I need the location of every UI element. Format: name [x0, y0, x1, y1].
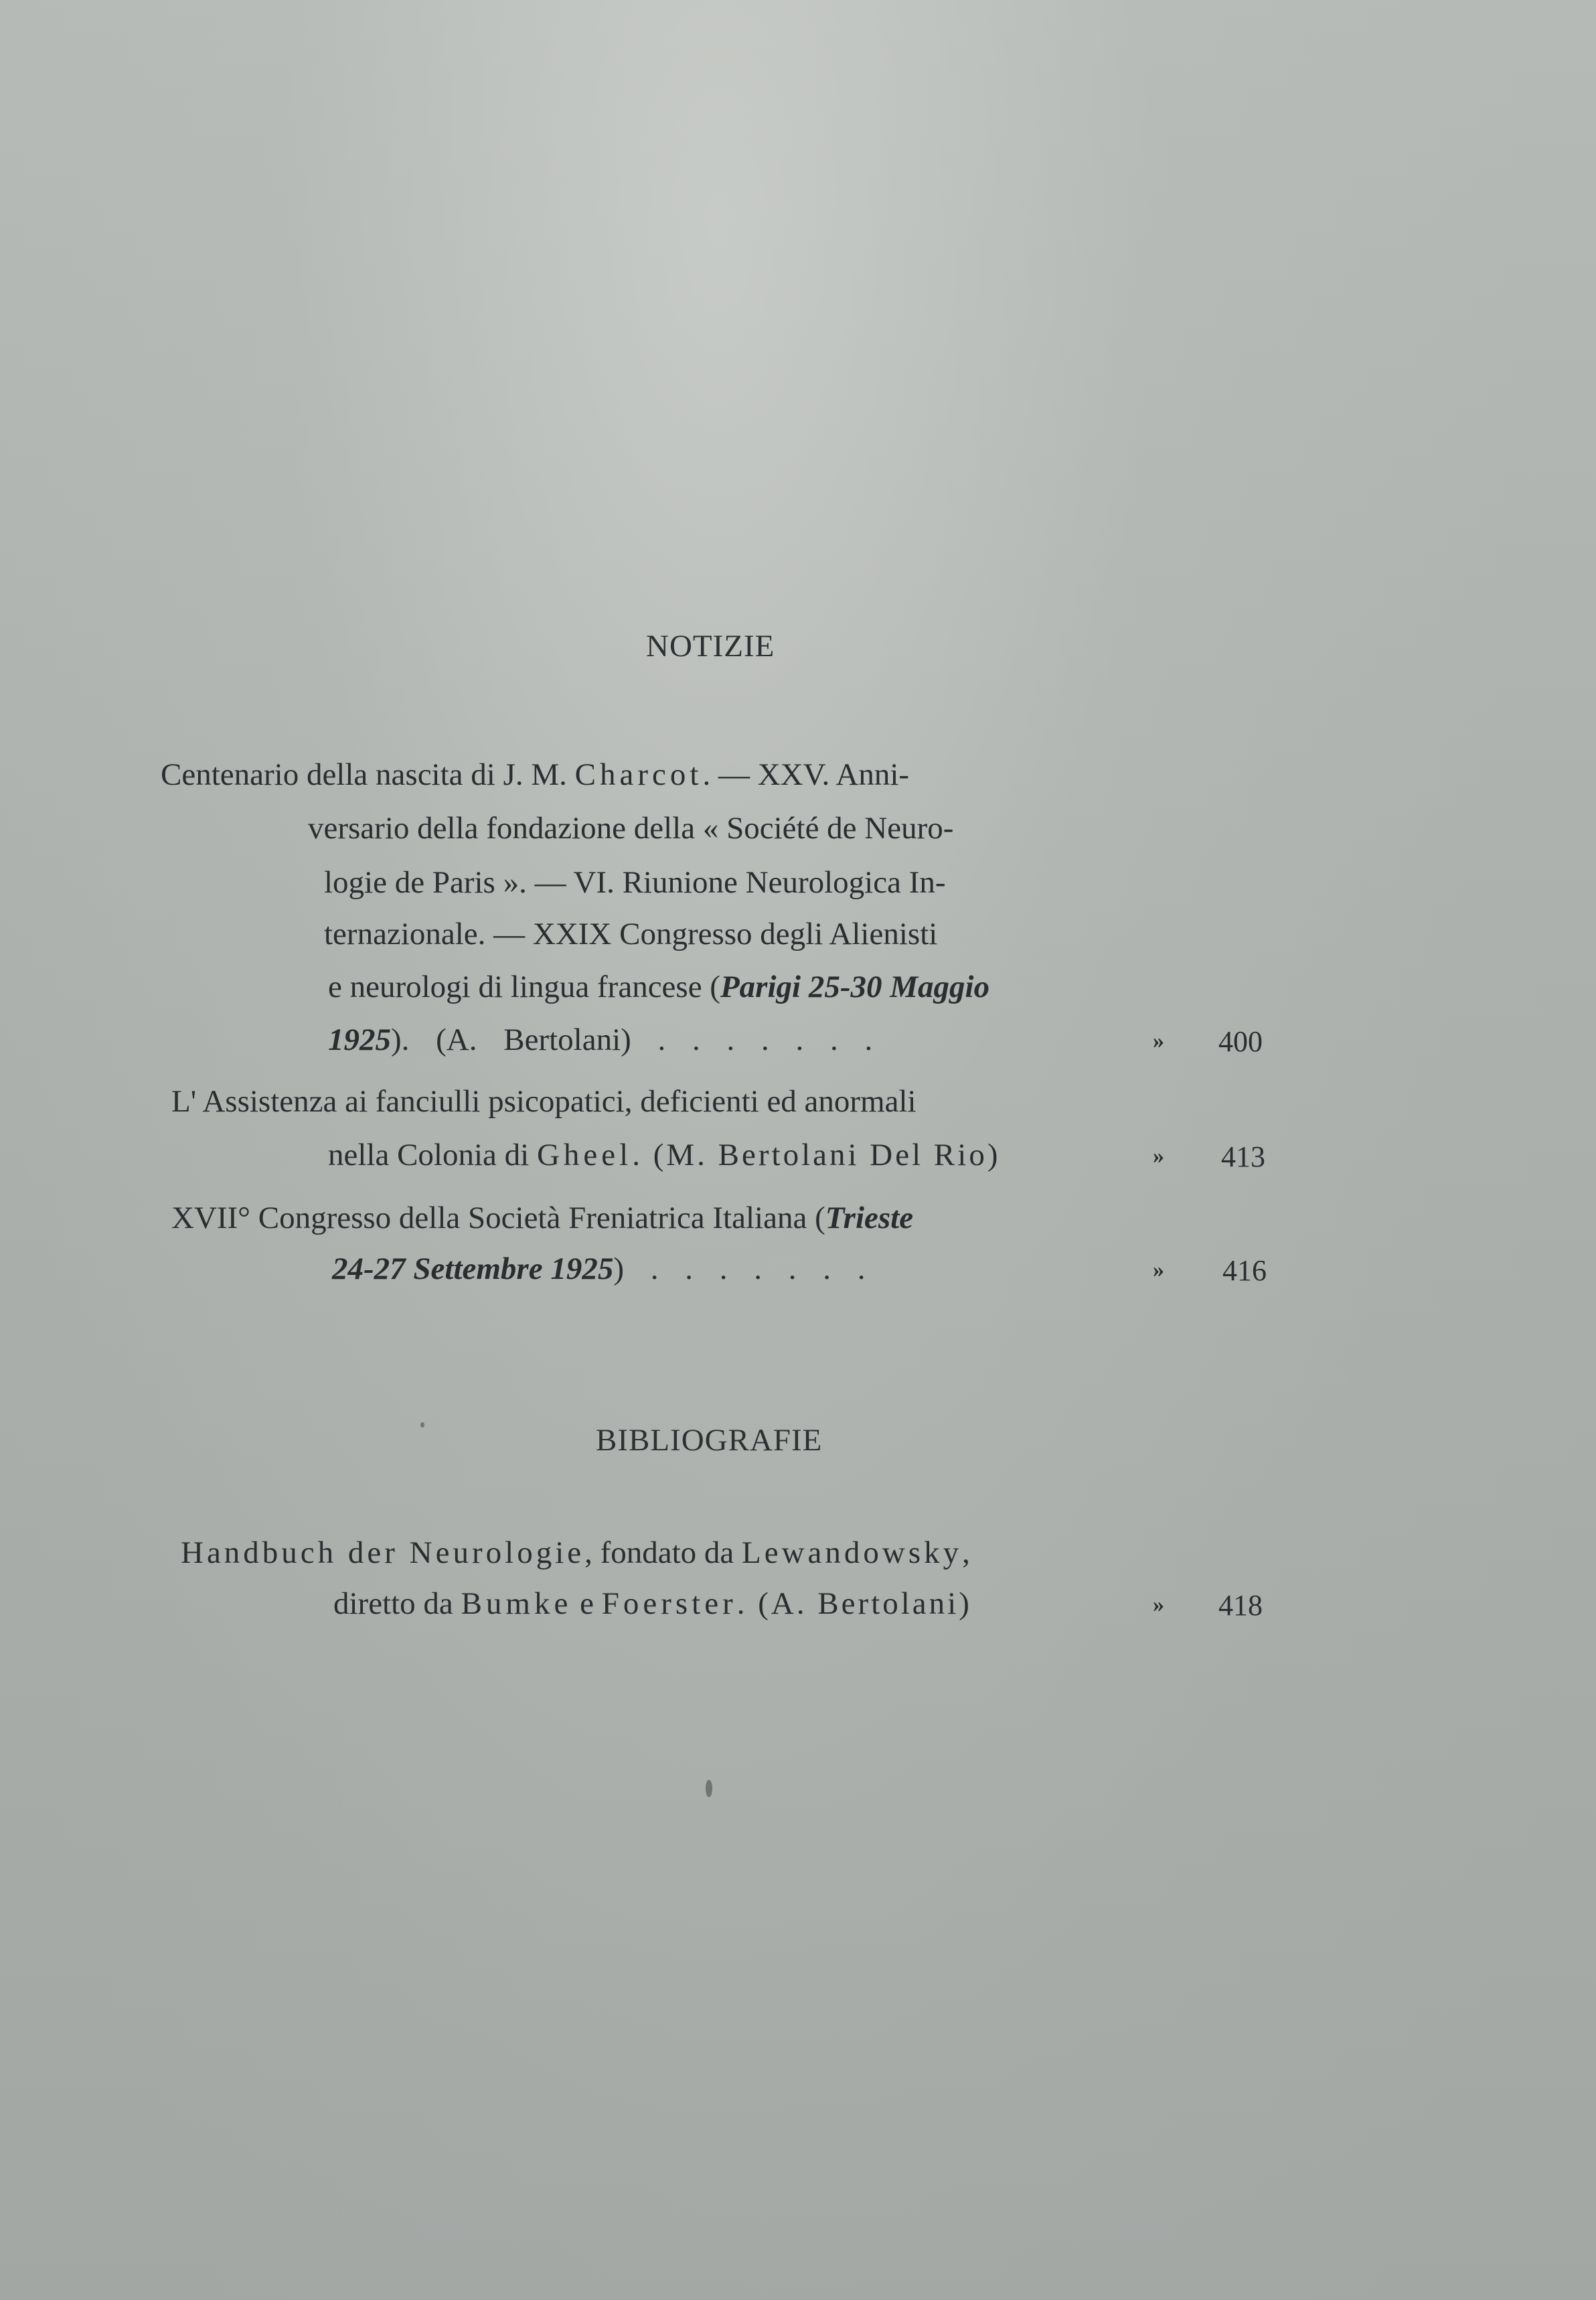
section-title-bibliografie: BIBLIOGRAFIE: [596, 1423, 823, 1458]
entry-place: Trieste: [825, 1201, 914, 1235]
entry-text: nella Colonia di: [328, 1138, 537, 1172]
work-title: Handbuch der Neurologie: [181, 1535, 585, 1570]
entry-text: . (A. Bertolani): [736, 1586, 972, 1621]
entry-line: [181, 1537, 970, 1569]
entry-place-date: Parigi 25-30 Maggio: [720, 970, 990, 1004]
entry-text: ). (A. Bertolani) . . . . . . .: [391, 1022, 873, 1057]
entry-line: ternazionale. — XXIX Congresso degli Alienisti: [324, 917, 938, 951]
entry-text: ,: [962, 1535, 970, 1570]
page-marker: »: [1153, 1592, 1164, 1617]
page-marker: »: [1153, 1257, 1164, 1282]
page-marker: »: [1153, 1144, 1164, 1168]
page-number: 413: [1221, 1140, 1265, 1173]
section-title-notizie: NOTIZIE: [646, 629, 775, 664]
entry-line: [328, 1140, 1000, 1171]
entry-date: 24-27 Settembre 1925: [332, 1251, 614, 1286]
entry-text: ) . . . . . . .: [613, 1251, 866, 1286]
entry-line: logie de Paris ». — VI. Riunione Neurologica In-: [324, 865, 946, 900]
entry-text: . (M. Bertolani Del Rio): [632, 1138, 1001, 1172]
entry-text: e: [572, 1586, 602, 1621]
page-number: 400: [1218, 1025, 1263, 1058]
author-name: Bumke: [461, 1586, 572, 1621]
entry-year: 1925: [328, 1022, 391, 1057]
paper-speck: [420, 1422, 424, 1428]
entry-line: [328, 1024, 872, 1056]
place-name: Gheel: [536, 1138, 633, 1172]
entry-text: XVII° Congresso della Società Freniatrica Italiana (: [171, 1201, 825, 1235]
entry-line: [328, 972, 989, 1003]
page-number: 418: [1218, 1589, 1263, 1622]
entry-line: [333, 1588, 972, 1620]
entry-line: versario della fondazione della « Société de Neuro-: [308, 811, 954, 846]
entry-line: [332, 1253, 866, 1285]
entry-line: [171, 1203, 913, 1234]
paper-speck: [706, 1780, 712, 1797]
page-marker: »: [1153, 1028, 1164, 1053]
author-name: Charcot: [574, 757, 703, 792]
page-number: 416: [1222, 1254, 1267, 1287]
entry-line: L' Assistenza ai fanciulli psicopatici, deficienti ed anormali: [171, 1084, 916, 1119]
entry-line: [161, 759, 909, 791]
entry-text: Centenario della nascita di J. M.: [161, 757, 575, 792]
author-name: Lewandowsky: [742, 1535, 963, 1570]
entry-text: , fondato da: [584, 1535, 742, 1570]
entry-text: e neurologi di lingua francese (: [328, 970, 720, 1004]
author-name: Foerster: [601, 1586, 737, 1621]
entry-text: . — XXV. Anni-: [702, 757, 910, 792]
entry-text: diretto da: [333, 1586, 461, 1621]
